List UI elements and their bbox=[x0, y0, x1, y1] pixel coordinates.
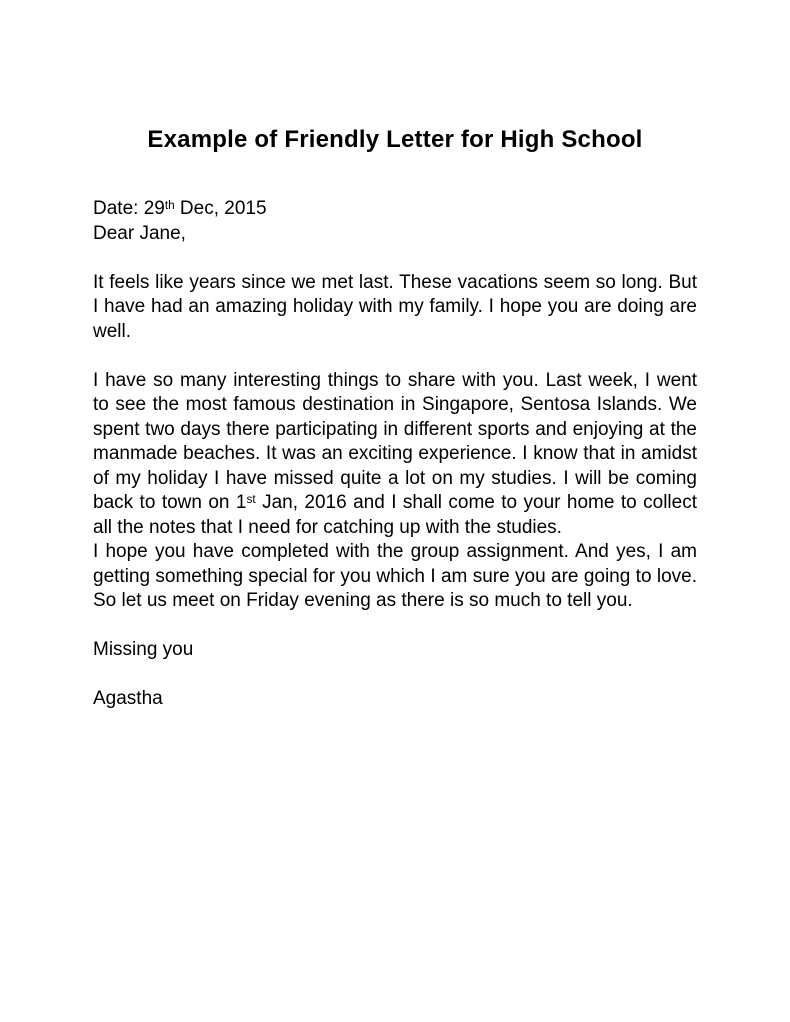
paragraph-2-ordinal-suffix: st bbox=[246, 492, 256, 506]
date-line bbox=[93, 197, 697, 222]
closing-line: Missing you bbox=[93, 639, 194, 660]
document-title: Example of Friendly Letter for High School bbox=[147, 126, 643, 153]
paragraph-2 bbox=[93, 369, 697, 541]
paragraph-3: I hope you have completed with the group assignment. And yes, I am getting something special for you which I am sure you are going to love. So let us meet on Friday evening as there is so much to tell you. bbox=[93, 541, 697, 611]
paragraph-2-text-part-2: Jan, 2016 and I shall come to your home to collect all the notes that I need for catching up with the studies. bbox=[93, 492, 697, 538]
salutation: Dear Jane, bbox=[93, 222, 186, 244]
date-text-rest: Dec, 2015 bbox=[174, 198, 267, 219]
date-ordinal-suffix: th bbox=[164, 198, 175, 212]
date-text-prefix: Date: 29 bbox=[93, 198, 165, 219]
paragraph-1: It feels like years since we met last. These vacations seem so long. But I have had an amazing holiday with my family. I hope you are doing are well. bbox=[93, 271, 697, 342]
letter-body bbox=[93, 197, 697, 712]
signature-line: Agastha bbox=[93, 688, 163, 709]
paragraph-2-text-part-1: I have so many interesting things to share with you. Last week, I went to see the most famous destination in Singapore, Sentosa Islands. We spent two days there participating in different sports and enjoying at the manmade beaches. It was an exciting experience. I know that in amidst of my holiday I have missed quite a lot on my studies. I will be coming back to town on 1 bbox=[93, 369, 697, 513]
